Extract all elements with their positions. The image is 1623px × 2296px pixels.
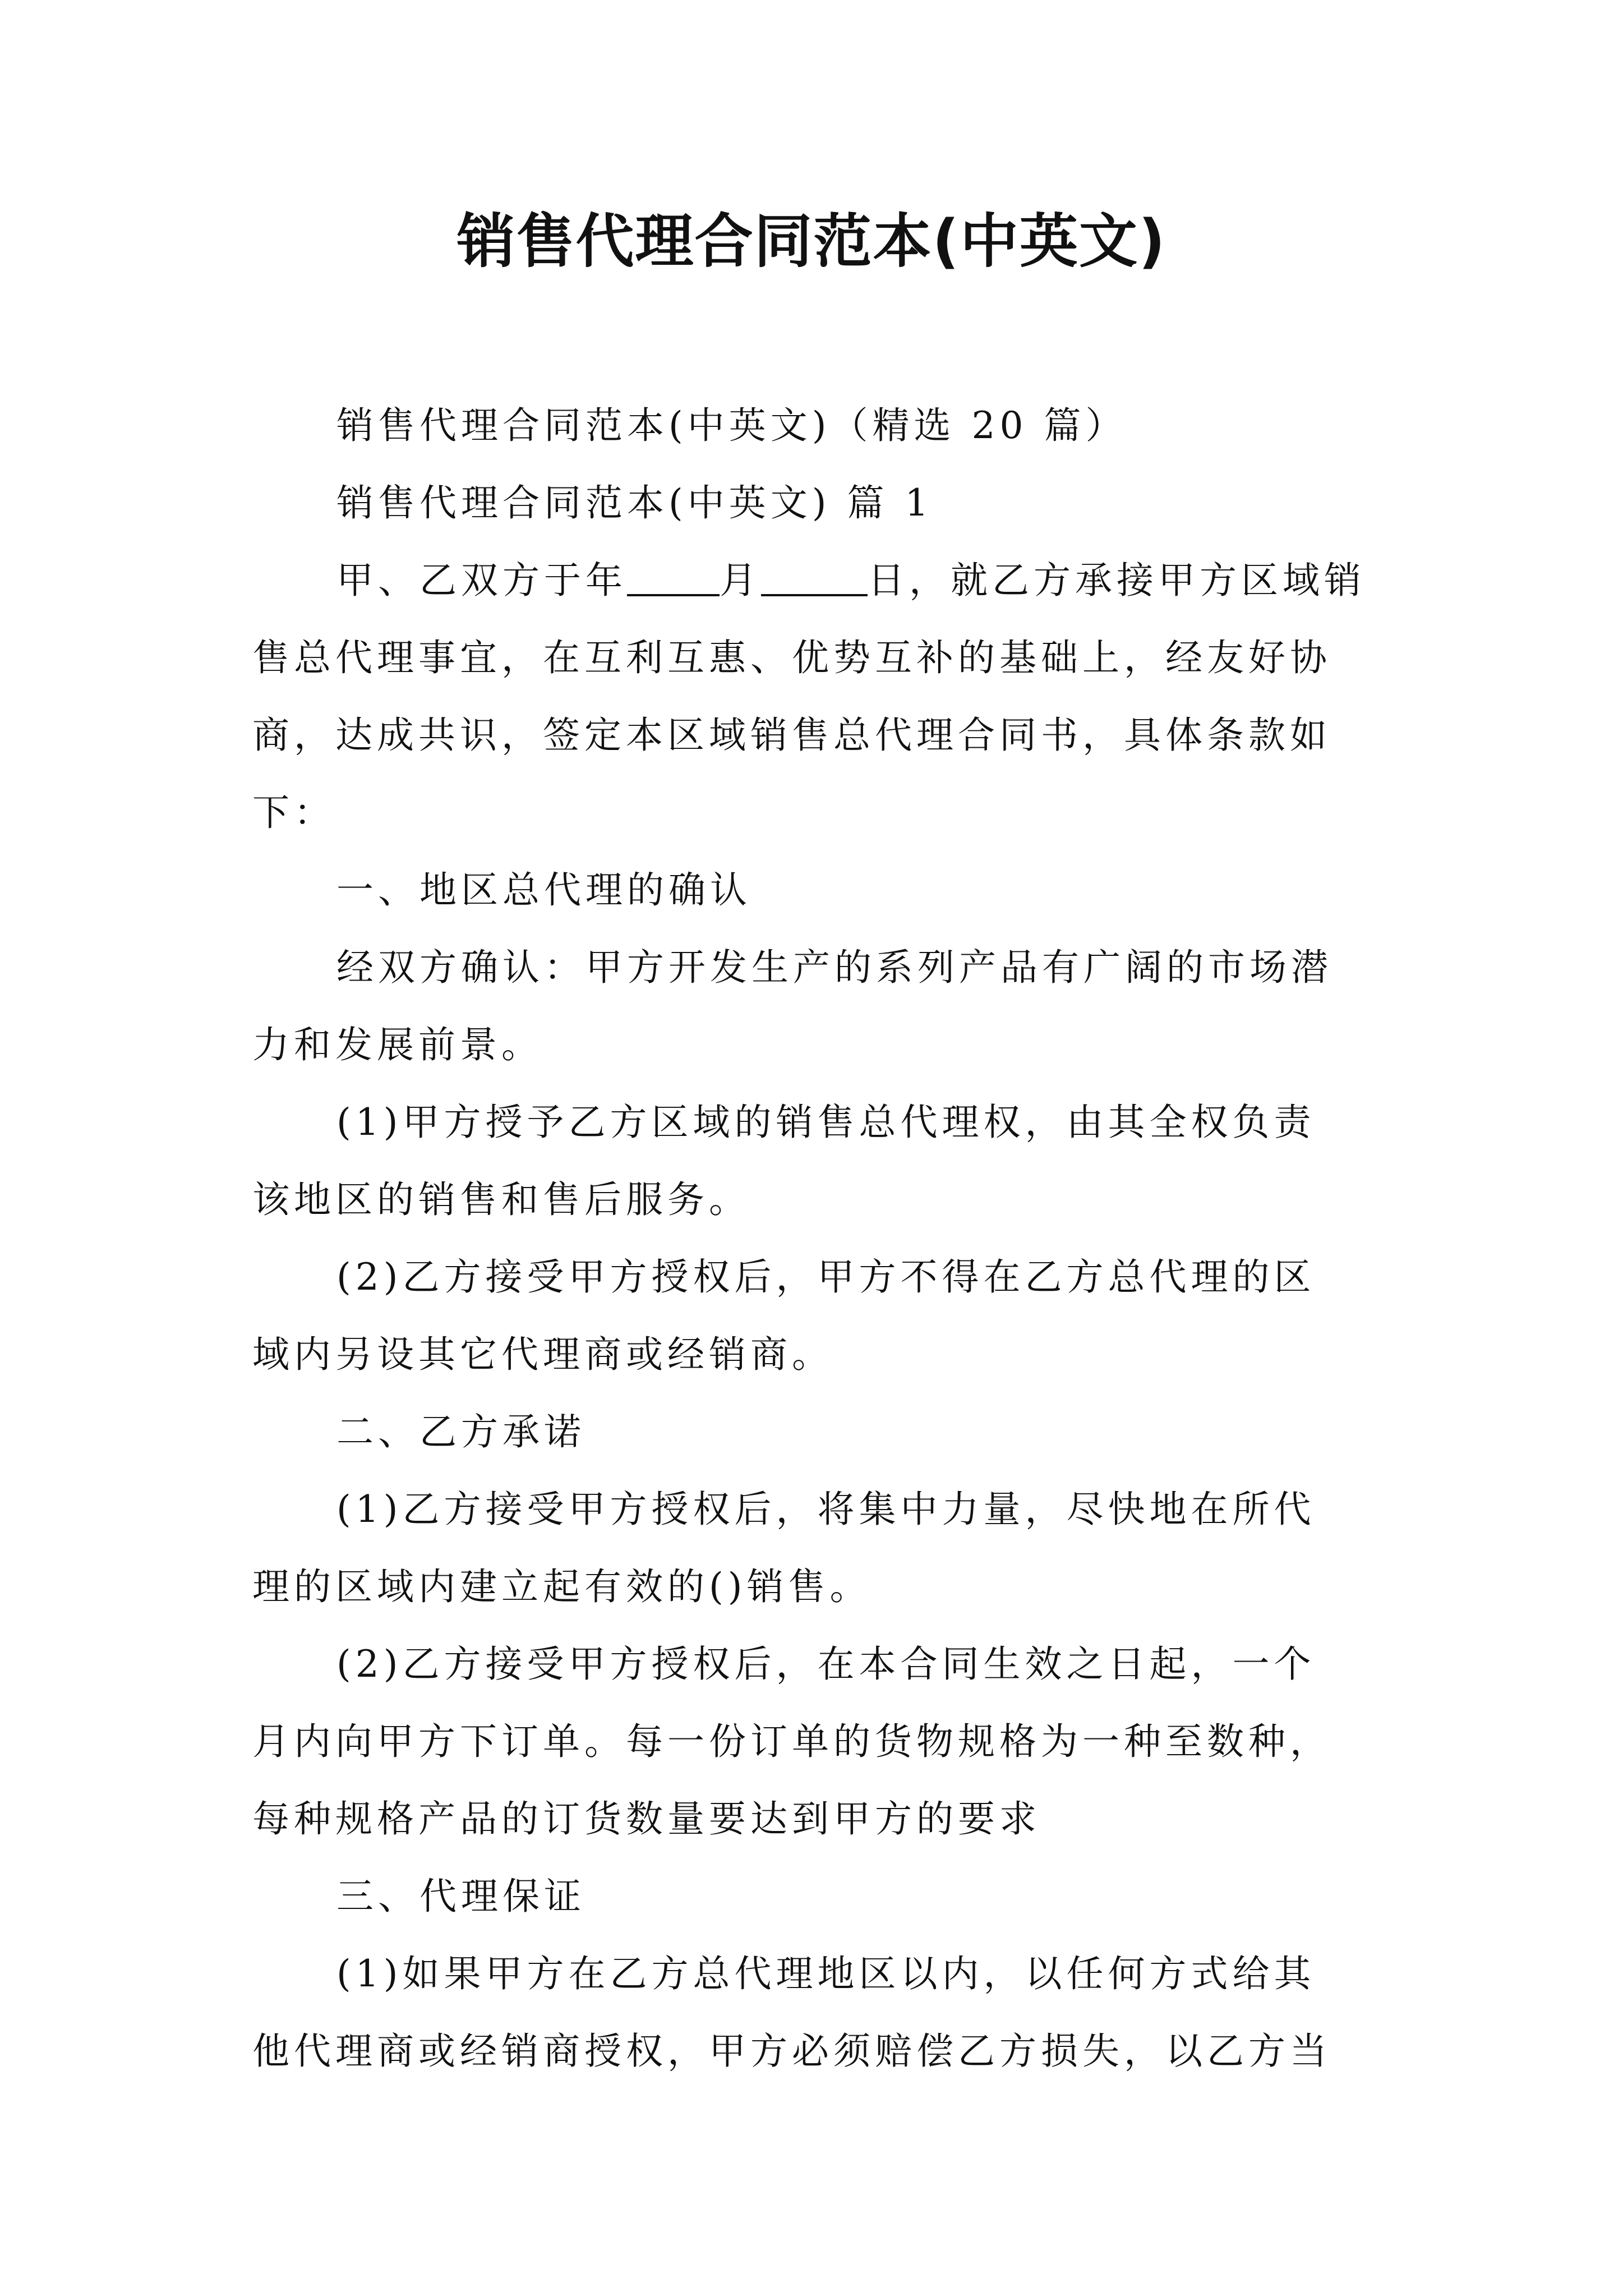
paragraph-line: (1)乙方接受甲方授权后，将集中力量，尽快地在所代: [336, 1488, 1316, 1531]
paragraph-line: (2)乙方接受甲方授权后，甲方不得在乙方总代理的区: [336, 1255, 1316, 1299]
paragraph-line: 他代理商或经销商授权，甲方必须赔偿乙方损失，以乙方当: [252, 2030, 1331, 2073]
paragraph-line: 商，达成共识，签定本区域销售总代理合同书，具体条款如: [252, 714, 1331, 757]
paragraph-line: 经双方确认：甲方开发生产的系列产品有广阔的市场潜: [336, 946, 1332, 989]
line-text-segment: 日，就乙方承接甲方区域销: [868, 559, 1366, 602]
paragraph-line: 月内向甲方下订单。每一份订单的货物规格为一种至数种，: [252, 1720, 1331, 1763]
paragraph-line: 该地区的销售和售后服务。: [252, 1178, 750, 1221]
line-text-segment: 甲、乙双方于年: [336, 559, 627, 602]
document-title: 销售代理合同范本(中英文): [457, 207, 1166, 275]
paragraph-line: 销售代理合同范本(中英文)（精选 20 篇）: [336, 404, 1127, 447]
paragraph-line: (2)乙方接受甲方授权后，在本合同生效之日起，一个: [336, 1642, 1316, 1686]
paragraph-line: (1)如果甲方在乙方总代理地区以内，以任何方式给其: [336, 1952, 1316, 1995]
document-body: [252, 387, 1374, 2090]
paragraph-line: 销售代理合同范本(中英文) 篇 1: [336, 481, 933, 524]
paragraph-line: 力和发展前景。: [252, 1023, 543, 1066]
paragraph-line: 理的区域内建立起有效的()销售。: [252, 1565, 872, 1608]
date-blank-underline: [627, 560, 720, 596]
paragraph-line: 售总代理事宜，在互利互惠、优势互补的基础上，经友好协: [252, 636, 1331, 679]
line-text-segment: 月: [720, 559, 761, 602]
section-heading: 二、乙方承诺: [336, 1410, 585, 1453]
paragraph-line: 下：: [252, 791, 335, 834]
section-heading: 三、代理保证: [336, 1875, 585, 1918]
date-blank-underline: [761, 560, 868, 596]
section-heading: 一、地区总代理的确认: [336, 868, 751, 912]
paragraph-line: 每种规格产品的订货数量要达到甲方的要求: [252, 1797, 1041, 1841]
paragraph-line: 域内另设其它代理商或经销商。: [252, 1333, 833, 1376]
paragraph-line-with-blanks: [252, 542, 1374, 619]
paragraph-line: (1)甲方授予乙方区域的销售总代理权，由其全权负责: [336, 1101, 1316, 1144]
